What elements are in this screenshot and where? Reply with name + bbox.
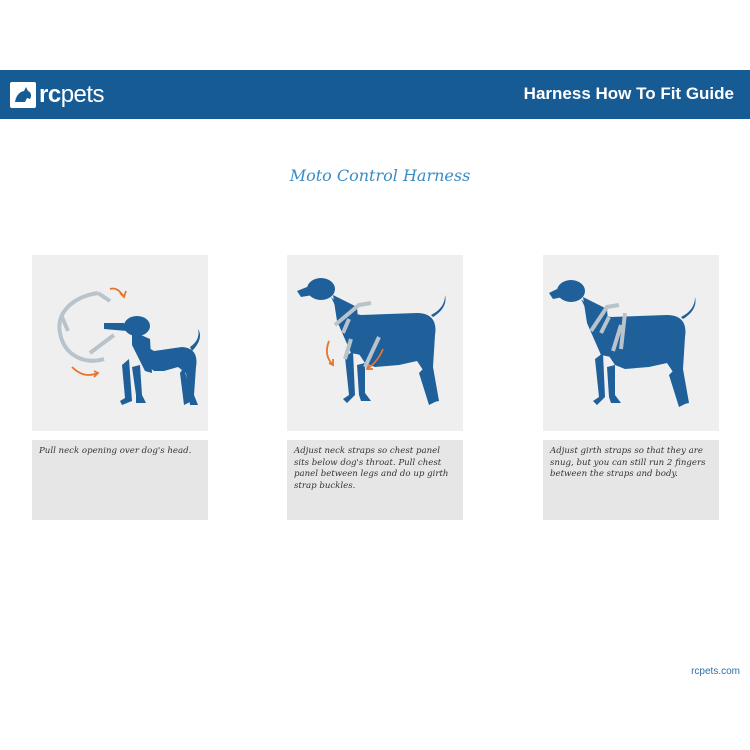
- step-2-caption: Adjust neck straps so chest panel sits below dog's throat. Pull chest panel between legs and do up girth strap buckles.: [287, 440, 463, 520]
- step-1-illustration: [32, 255, 208, 431]
- step-3-illustration: [543, 255, 719, 431]
- step-2: [287, 255, 463, 520]
- step-1: [32, 255, 208, 520]
- step-1-caption: Pull neck opening over dog's head.: [32, 440, 208, 520]
- rcpets-logo-icon: [10, 82, 36, 108]
- dog-figure: [297, 278, 446, 405]
- step-3: [543, 255, 719, 520]
- orange-arrows: [72, 288, 126, 377]
- logo-wordmark: rcpets: [39, 81, 105, 108]
- footer-website-link[interactable]: rcpets.com: [691, 666, 740, 677]
- dog-figure: [104, 316, 200, 405]
- product-title: Moto Control Harness: [289, 166, 471, 185]
- step-2-illustration: [287, 255, 463, 431]
- brand-logo[interactable]: [10, 81, 104, 109]
- page-title: Harness How To Fit Guide: [523, 84, 734, 103]
- step-3-caption: Adjust girth straps so that they are snug, but you can still run 2 fingers between the straps and body.: [543, 440, 719, 520]
- header-bar: [0, 70, 750, 119]
